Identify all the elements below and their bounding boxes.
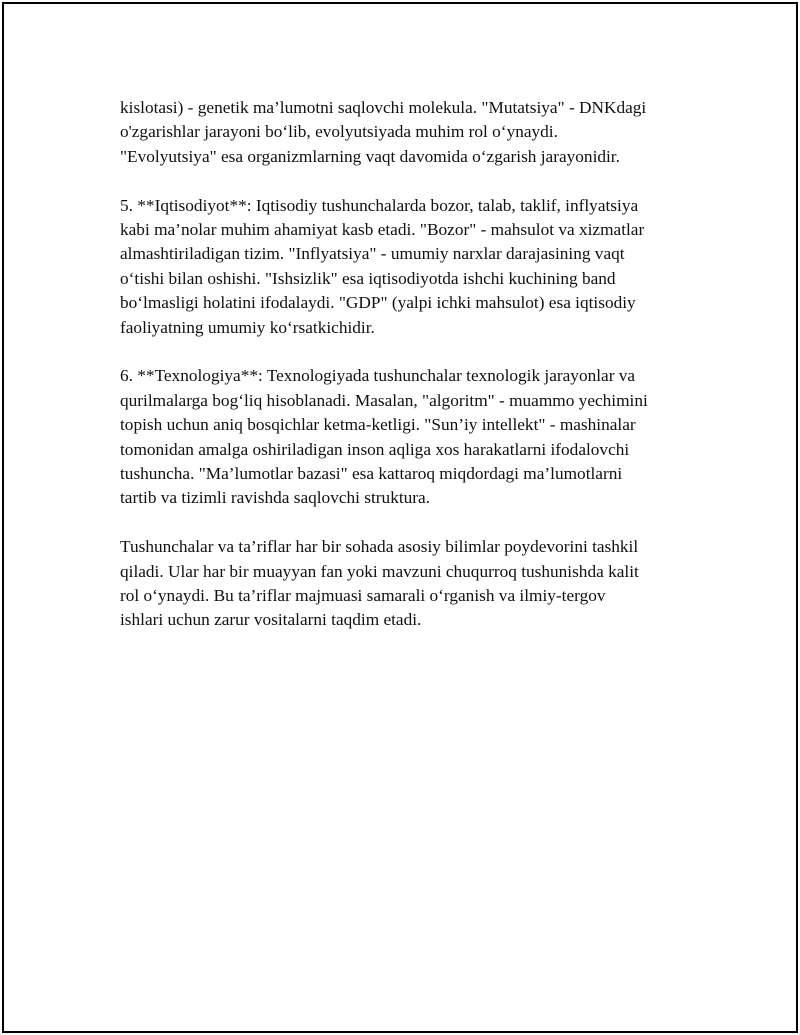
text-line: 5. **Iqtisodiyot**: Iqtisodiy tushunchalarda bozor, talab, taklif, inflyatsiya: [120, 195, 639, 215]
text-line: ishlari uchun zarur vositalarni taqdim etadi.: [120, 610, 422, 630]
text-line: o‘tishi bilan oshishi. "Ishsizlik" esa iqtisodiyotda ishchi kuchining band: [120, 268, 616, 288]
document-page: [2, 2, 798, 1033]
paragraph-economics: [120, 194, 692, 340]
text-line: "Evolyutsiya" esa organizmlarning vaqt davomida o‘zgarish jarayonidir.: [120, 146, 620, 166]
paragraph-technology: [120, 364, 692, 510]
paragraph-conclusion: [120, 535, 692, 633]
text-line: qurilmalarga bog‘liq hisoblanadi. Masalan, "algoritm" - muammo yechimini: [120, 390, 648, 410]
text-line: kabi ma’nolar muhim ahamiyat kasb etadi. "Bozor" - mahsulot va xizmatlar: [120, 220, 645, 240]
text-line: rol o‘ynaydi. Bu ta’riflar majmuasi samarali o‘rganish va ilmiy-tergov: [120, 586, 606, 606]
text-line: tomonidan amalga oshiriladigan inson aqliga xos harakatlarni ifodalovchi: [120, 439, 630, 459]
text-line: tushuncha. "Ma’lumotlar bazasi" esa kattaroq miqdordagi ma’lumotlarni: [120, 464, 623, 484]
paragraph-genetics-continuation: [120, 96, 692, 169]
text-line: almashtiriladigan tizim. "Inflyatsiya" - umumiy narxlar darajasining vaqt: [120, 244, 625, 264]
text-line: topish uchun aniq bosqichlar ketma-ketligi. "Sun’iy intellekt" - mashinalar: [120, 415, 636, 435]
text-line: qiladi. Ular har bir muayyan fan yoki mavzuni chuqurroq tushunishda kalit: [120, 561, 639, 581]
text-line: bo‘lmasligi holatini ifodalaydi. "GDP" (yalpi ichki mahsulot) esa iqtisodiy: [120, 293, 636, 313]
text-line: kislotasi) - genetik ma’lumotni saqlovchi molekula. "Mutatsiya" - DNKdagi: [120, 98, 647, 117]
text-line: faoliyatning umumiy ko‘rsatkichidir.: [120, 317, 375, 337]
text-line: Tushunchalar va ta’riflar har bir sohada asosiy bilimlar poydevorini tashkil: [120, 537, 639, 557]
document-body: [120, 96, 692, 657]
text-line: o'zgarishlar jarayoni bo‘lib, evolyutsiyada muhim rol o‘ynaydi.: [120, 122, 558, 142]
text-line: tartib va tizimli ravishda saqlovchi struktura.: [120, 488, 431, 508]
text-line: 6. **Texnologiya**: Texnologiyada tushunchalar texnologik jarayonlar va: [120, 366, 636, 386]
